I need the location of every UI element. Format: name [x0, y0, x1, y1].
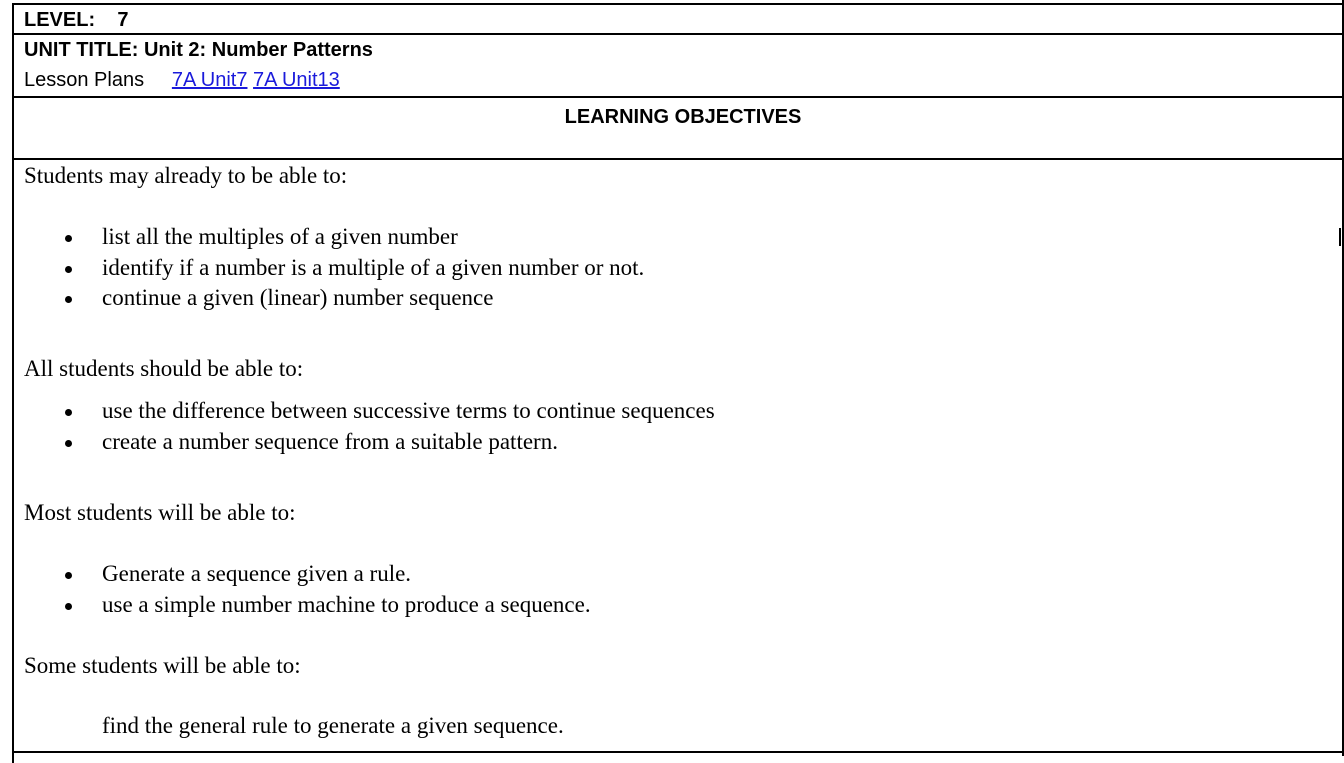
level-label: LEVEL:: [24, 9, 96, 31]
unit-title: UNIT TITLE: Unit 2: Number Patterns: [24, 39, 373, 61]
list-item: use a simple number machine to produce a sequence.: [14, 590, 591, 621]
section-intro: Most students will be able to:: [24, 500, 296, 525]
lesson-link-7a-unit13[interactable]: 7A Unit13: [253, 69, 340, 91]
bullet-list: [14, 559, 591, 620]
list-item: list all the multiples of a given number: [14, 222, 644, 253]
learning-objectives-header: LEARNING OBJECTIVES: [14, 98, 1344, 160]
objectives-body: [14, 160, 1344, 760]
lesson-plans-line: [24, 65, 1344, 95]
level-value: 7: [117, 9, 129, 31]
lesson-link-7a-unit7[interactable]: 7A Unit7: [171, 69, 248, 91]
plain-item: find the general rule to generate a given sequence.: [102, 713, 564, 738]
list-item: identify if a number is a multiple of a given number or not.: [14, 253, 644, 284]
list-item: use the difference between successive terms to continue sequences: [14, 396, 715, 427]
lesson-plan-document: [12, 3, 1344, 763]
bullet-list: [14, 396, 715, 457]
lesson-plans-label: Lesson Plans: [24, 69, 145, 91]
section-intro: All students should be able to:: [24, 356, 304, 381]
bullet-list: [14, 222, 644, 314]
section-intro: Students may already to be able to:: [24, 163, 348, 188]
level-row: [14, 5, 1344, 35]
list-item: Generate a sequence given a rule.: [14, 559, 591, 590]
section-intro: Some students will be able to:: [24, 653, 301, 678]
table-bottom-border: [12, 751, 1344, 753]
list-item: create a number sequence from a suitable pattern.: [14, 427, 715, 458]
unit-row: [14, 35, 1344, 98]
edge-mark: [1339, 228, 1341, 246]
list-item: continue a given (linear) number sequence: [14, 283, 644, 314]
